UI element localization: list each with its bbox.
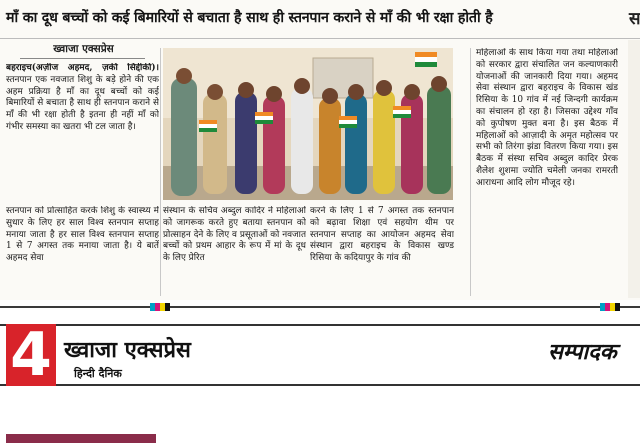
column-1-text: स्तनपान एक नवजात शिशु के बड़े होने की एक अहम प्रक्रिया है माँ का दूध बच्चों को कई बिमारियों से बचाता है साथ ही स्तनपान कराने से माँ की भी रक्षा होती है इतना ही नहीं माँ को गंभीर समस्या का खतरा भी टल जाता है।: [6, 74, 159, 132]
next-page-header: [0, 312, 640, 443]
headline-rule: [0, 38, 640, 39]
newspaper-masthead: ख्वाजा एक्सप्रेस: [64, 338, 191, 363]
article-column-1: [6, 63, 159, 189]
dateline: बहराइच(अज़ीज अहमद, ज़की सिद्दीकी)।: [6, 63, 159, 73]
photo-illustration: [163, 48, 453, 200]
column-divider: [160, 48, 161, 296]
adjacent-headline-fragment: स: [629, 9, 640, 29]
page-number-box: 4: [6, 324, 56, 386]
byline-rule: [20, 58, 145, 59]
print-registration-mark: [600, 303, 620, 311]
byline: ख्वाजा एक्सप्रेस: [53, 43, 114, 55]
article-column-1-continued: स्तनपान को प्रोत्साहित करके शिशु के स्वास्थ्य में सुधार के लिए हर साल विश्व स्तनपान सप्ताह मनाया जाता है हर साल विश्व स्तनपान सप्ताह 1 से 7 अगस्त तक मनाया जाता है। ये बातें अहमद सेवा: [6, 206, 159, 264]
masthead-subtitle: हिन्दी दैनिक: [74, 367, 122, 380]
article-column-2: संस्थान के सचिव अब्दुल कादिर ने महिलाओं को जागरूक करते हुए बताया स्तनपान को प्रोत्साहन देने के लिए व प्रसूताओं को नवजात बच्चों को प्रथम आहार के रूप में मां के दूध के लिए प्रेरित: [163, 206, 306, 264]
article-column-4: महिलाओं के साथ किया गया तथा महिलाओं को सरकार द्वारा संचालित जन कल्याणकारी योजनाओं की जानकारी दिया गया। अहमद सेवा संस्थान द्वारा बहराइच के विकास खंड रिसिया के 10 गांव में नई जिन्दगी कार्यक्रम का संचालन हो रहा है। जिसका उद्देश्य गाँव को कुपोषण मुक्त बना है। इस बैठक में महिलाओं को आज़ादी के अमृत महोत्सव पर सभी को तिरंगा झंडा वितरण किया गया। इस बैठक में संस्था सचिव अब्दुल कादिर प्रेरक शैलेश शुशमा ज्योति चमेली जनका रामरती आराधना आदि लोग मौजूद रहे।: [476, 48, 618, 188]
section-title: सम्पादक: [548, 340, 617, 365]
article-headline: माँ का दूध बच्चों को कई बिमारियों से बचाता है साथ ही स्तनपान कराने से माँ की भी रक्षा होती है: [6, 10, 493, 26]
adjacent-column-edge: [628, 40, 640, 298]
page-rule: [0, 306, 640, 308]
content-strip: [6, 434, 156, 443]
article-column-3: करने के लिए 1 से 7 अगस्त तक स्तनपान को बढ़ावा शिक्षा एवं सहयोग थीम पर स्तनपान सप्ताह का आयोजन अहमद सेवा संस्थान द्वारा बहराइच के विकास खण्ड रिसिया के कदियापुर के गांव की: [310, 206, 454, 264]
news-photo: [163, 48, 453, 200]
column-divider: [470, 48, 471, 296]
masthead-band: [0, 320, 640, 390]
print-registration-mark: [150, 303, 170, 311]
